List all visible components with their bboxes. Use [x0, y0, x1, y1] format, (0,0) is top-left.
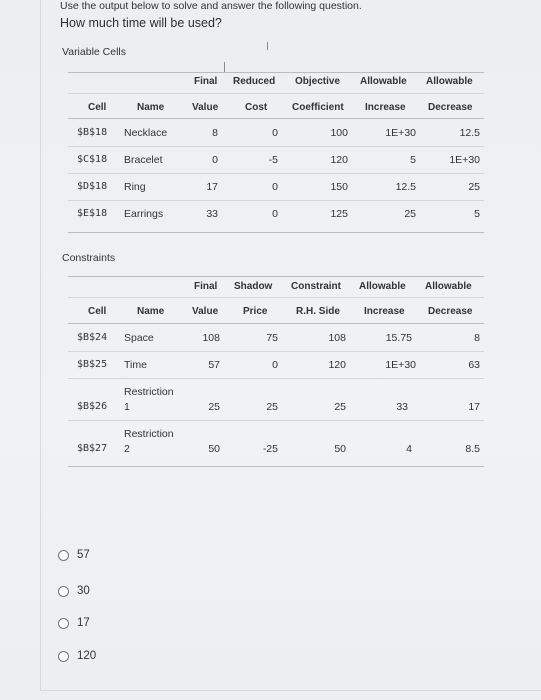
vc-dec: 1E+30 [449, 154, 480, 166]
c-header-allowable-inc: Allowable [359, 281, 406, 292]
c-name: Restriction [124, 428, 174, 440]
vc-header-allowable-inc: Allowable [360, 76, 407, 87]
option-57[interactable] [58, 549, 90, 561]
c-rhs: 120 [328, 359, 346, 371]
vc-header-cost: Cost [245, 102, 268, 113]
rule [68, 323, 484, 324]
c-header-value: Value [192, 306, 219, 317]
vc-inc: 5 [410, 154, 416, 166]
radio-button[interactable] [58, 651, 69, 662]
mark [267, 42, 268, 50]
c-header-final: Final [194, 281, 218, 292]
c-inc: 4 [406, 443, 412, 455]
vc-cost: 0 [272, 181, 278, 193]
mark [224, 62, 225, 72]
c-cell: $B$26 [77, 401, 108, 412]
c-name: Restriction [124, 386, 174, 398]
c-header-constraint: Constraint [291, 281, 341, 292]
vc-header-name: Name [137, 102, 165, 113]
option-30[interactable] [58, 585, 90, 597]
left-border [40, 0, 41, 690]
rule [68, 146, 484, 147]
c-inc: 1E+30 [385, 359, 416, 371]
rule [68, 93, 484, 94]
c-dec: 8.5 [465, 443, 480, 455]
c-cell: $B$27 [77, 443, 108, 454]
c-header-cell: Cell [88, 306, 107, 317]
rule [68, 420, 484, 421]
rule [68, 466, 484, 467]
c-header-shadow: Shadow [234, 281, 273, 292]
c-value: 108 [202, 332, 220, 344]
vc-inc: 25 [404, 208, 416, 220]
c-name: Time [124, 359, 147, 371]
instruction-text: Use the output below to solve and answer the following question. [60, 0, 362, 12]
c-rhs: 25 [334, 401, 346, 413]
vc-cost: 0 [272, 208, 278, 220]
c-value: 25 [208, 401, 220, 413]
rule [68, 351, 484, 352]
vc-header-cell: Cell [88, 102, 107, 113]
vc-cost: 0 [272, 127, 278, 139]
vc-header-decrease: Decrease [428, 102, 473, 113]
radio-button[interactable] [58, 618, 69, 629]
c-rhs: 108 [328, 332, 346, 344]
vc-value: 8 [212, 127, 218, 139]
vc-value: 0 [212, 154, 218, 166]
rule [68, 200, 484, 201]
c-header-rhs: R.H. Side [296, 306, 340, 317]
c-header-price: Price [243, 306, 268, 317]
vc-cell: $D$18 [77, 181, 108, 192]
c-value: 50 [208, 443, 220, 455]
vc-header-objective: Objective [295, 76, 341, 87]
c-price: -25 [262, 443, 278, 455]
c-name: Space [124, 332, 154, 344]
vc-header-allowable-dec: Allowable [426, 76, 473, 87]
c-price: 0 [272, 359, 278, 371]
vc-cost: -5 [268, 154, 278, 166]
rule [68, 118, 484, 119]
c-header-increase: Increase [364, 306, 405, 317]
c-inc: 33 [396, 401, 408, 413]
constraints-label: Constraints [62, 252, 116, 264]
c-dec: 17 [468, 401, 480, 413]
vc-header-value: Value [192, 102, 219, 113]
option-label: 57 [77, 549, 90, 561]
c-inc: 15.75 [385, 332, 412, 344]
vc-name: Bracelet [124, 154, 163, 166]
vc-name: Ring [124, 181, 146, 193]
vc-dec: 12.5 [459, 127, 480, 139]
c-cell: $B$25 [77, 359, 108, 370]
option-label: 120 [77, 650, 97, 662]
vc-dec: 25 [468, 181, 480, 193]
c-header-decrease: Decrease [428, 306, 473, 317]
radio-button[interactable] [58, 586, 69, 597]
option-label: 30 [77, 585, 90, 597]
bottom-border [40, 690, 541, 691]
vc-dec: 5 [474, 208, 480, 220]
vc-inc: 1E+30 [385, 127, 416, 139]
vc-name: Necklace [124, 127, 168, 139]
c-cell: $B$24 [77, 332, 108, 343]
rule [68, 276, 484, 277]
rule [68, 72, 484, 73]
c-value: 57 [208, 359, 220, 371]
vc-cell: $C$18 [77, 154, 108, 165]
vc-value: 17 [206, 181, 218, 193]
rule [68, 232, 484, 233]
vc-coef: 100 [330, 127, 348, 139]
rule [68, 378, 484, 379]
c-price: 25 [266, 401, 278, 413]
vc-name: Earrings [124, 208, 164, 220]
c-name-suffix: 2 [124, 443, 130, 455]
vc-coef: 120 [330, 154, 348, 166]
vc-header-coefficient: Coefficient [292, 102, 344, 113]
option-17[interactable] [58, 617, 90, 629]
vc-coef: 125 [330, 208, 348, 220]
c-rhs: 50 [334, 443, 346, 455]
option-label: 17 [77, 617, 90, 629]
vc-value: 33 [206, 208, 218, 220]
vc-inc: 12.5 [395, 181, 416, 193]
option-120[interactable] [58, 650, 96, 662]
vc-header-increase: Increase [365, 102, 406, 113]
c-price: 75 [266, 332, 278, 344]
rule [68, 297, 484, 298]
c-name-suffix: 1 [124, 401, 130, 413]
c-dec: 8 [474, 332, 480, 344]
c-dec: 63 [468, 359, 480, 371]
vc-coef: 150 [330, 181, 348, 193]
question-text: How much time will be used? [60, 16, 222, 30]
radio-button[interactable] [58, 550, 69, 561]
vc-header-final: Final [194, 76, 218, 87]
vc-header-reduced: Reduced [233, 76, 276, 87]
vc-cell: $B$18 [77, 127, 108, 138]
vc-cell: $E$18 [77, 208, 108, 219]
c-header-name: Name [137, 306, 165, 317]
rule [68, 173, 484, 174]
c-header-allowable-dec: Allowable [425, 281, 472, 292]
variable-cells-label: Variable Cells [62, 46, 126, 58]
